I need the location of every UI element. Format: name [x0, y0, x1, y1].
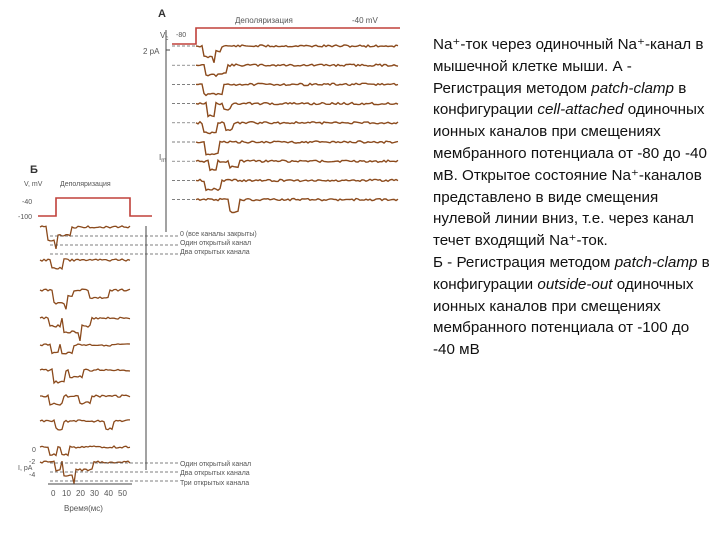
caption-text-run: в конфигурации: [433, 79, 687, 119]
panel-b-label: Б: [30, 164, 38, 176]
panel-b-y-tick-0: 0: [32, 447, 36, 454]
legend-bottom-two-open: Два открытых канала: [180, 470, 250, 477]
panel-b-x-tick-40: 40: [104, 489, 113, 498]
panel-b-current-trace: [40, 226, 130, 249]
panel-b-legend-bottom: [180, 460, 251, 487]
legend-top-closed: 0 (все каналы закрыты): [180, 231, 257, 238]
panel-a-current-axis-label: $I_m$: [159, 153, 167, 164]
panel-a-current-trace: [196, 83, 398, 95]
panel-b-current-trace: [40, 259, 130, 269]
panel-b-current-trace: [40, 369, 130, 383]
panel-b-depolarization-label: Деполяризация: [60, 181, 111, 188]
panel-a-traces: [172, 45, 398, 213]
panel-a-current-trace: [196, 122, 398, 134]
panel-b-x-tick-30: 30: [90, 489, 99, 498]
panel-b-current-trace: [40, 344, 130, 354]
legend-bottom-one-open: Один открытый канал: [180, 461, 252, 468]
panel-a-current-trace: [196, 160, 398, 170]
panel-a-current-trace: [196, 199, 398, 213]
panel-b-x-tick-0: 0: [51, 489, 56, 498]
legend-top-one-open: Один открытый канал: [180, 240, 252, 247]
figure-caption: [433, 34, 713, 361]
panel-a-current-trace: [196, 45, 398, 63]
panel-b-current-trace: [40, 395, 130, 405]
panel-b-y-tick-4: -4: [29, 472, 36, 479]
panel-a-current-trace: [196, 141, 398, 155]
panel-a-voltage-top: -40 mV: [352, 16, 378, 25]
panel-b-voltage-high: -40: [22, 199, 33, 206]
panel-a-current-trace: [196, 179, 398, 190]
panel-b-x-tick-20: 20: [76, 489, 85, 498]
panel-b-x-tick-10: 10: [62, 489, 71, 498]
panel-b-current-trace: [40, 420, 130, 430]
panel-a-voltage-axis-label: $V_c$: [160, 31, 169, 42]
panel-b-legend-top: [180, 231, 257, 256]
caption-panel-b-text: [433, 252, 713, 361]
panel-a-current-trace: [196, 103, 398, 117]
panel-a-label: А: [158, 8, 166, 20]
caption-italic-term: patch-clamp: [614, 253, 698, 271]
panel-b-current-trace: [40, 446, 130, 456]
caption-text-run: в конфигурации: [433, 253, 710, 293]
panel-b-y-axis-label: I, pA: [18, 465, 33, 472]
panel-b-current-trace: [40, 289, 130, 309]
panel-b-x-tick-50: 50: [118, 489, 127, 498]
panel-b-voltage-axis-label: V, mV: [24, 181, 43, 188]
panel-b-voltage-low: -100: [18, 214, 33, 221]
panel-a-depolarization-label: Деполяризация: [235, 16, 293, 25]
panel-b-voltage-step: [38, 198, 152, 216]
caption-text-run: Б - Регистрация методом: [433, 253, 615, 271]
caption-panel-a-text: [433, 34, 713, 252]
panel-b-y-tick-2: -2: [29, 459, 36, 466]
caption-text-run: Na⁺-ток через одиночный Na⁺-канал в мышечной клетке мыши. А - Регистрация методом: [433, 36, 704, 97]
caption-italic-term: patch-clamp: [591, 79, 674, 97]
caption-text-run: одиночных ионных каналов при смещениях мембранного потенциала от -80 до -40 мВ. Открытое состояние Na⁺-каналов представлено в виде смещения нулевой линии вниз, т.е. через канал течет входящий Na⁺-ток.: [433, 101, 707, 250]
panel-a-scale-label: 2 pA: [143, 47, 160, 56]
panel-a-voltage-left: -80: [176, 32, 187, 39]
legend-bottom-three-open: Три открытых канала: [180, 480, 250, 487]
legend-top-two-open: Два открытых канала: [180, 249, 250, 256]
panel-b-traces: [40, 226, 178, 484]
panel-b-current-trace: [40, 317, 130, 341]
caption-italic-term: cell-attached: [537, 101, 624, 119]
panel-a-current-trace: [196, 64, 398, 76]
panel-a-voltage-step: [172, 28, 400, 44]
panel-b-x-axis-label: Время(мс): [64, 504, 103, 513]
caption-text-run: одиночных ионных каналов при смещениях мембранного потенциала от -100 до -40 мВ: [433, 275, 694, 359]
caption-italic-term: outside-out: [537, 275, 613, 293]
